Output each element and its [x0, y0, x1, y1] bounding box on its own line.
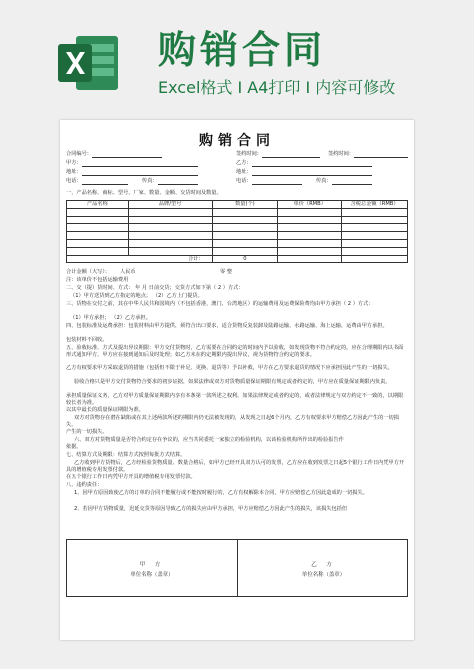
table-subtotal-row [67, 255, 408, 263]
table-header-cell: 产品名称 [67, 201, 129, 209]
clause-5-remedy: 乙方有权要求甲方采取退货的措施（包括但不限于补足、更换、退货等）予以补救，甲方在乙方要求退货的情况下应承担因此产生的一切损失。 [66, 365, 393, 371]
subtotal-label: 合计： [67, 255, 213, 263]
fax-b-label: 传真： [316, 178, 332, 184]
table-header-cell: 数量(个) [212, 201, 278, 209]
clause-3-options: （1）甲方承担； （2）乙方承担。 [70, 315, 151, 321]
table-row[interactable] [67, 247, 408, 255]
clause-7: 七、结算方式及期限：结算方式按照每批方式结算。 [66, 452, 186, 458]
clause-3: 三、货物在交付之前，其在中华人民共和国境内（不包括香港、澳门、台湾地区）的运输费用及运费保险费均由甲方承担（ 2 ）方式： [66, 301, 374, 307]
clause-5-loss: 产生的一切损失。 [66, 429, 108, 435]
excel-logo-icon [56, 30, 122, 96]
document-title: 购销合同 [199, 133, 275, 149]
party-b-unit-label: 单位名称（盖章） [301, 572, 346, 578]
sign-time-label: 签约时间： [236, 151, 262, 157]
party-a-sign-label: 甲 方 [139, 562, 165, 568]
total-amount-label: 合计金额（大写）： [66, 269, 111, 275]
fax-a-label: 传真： [142, 178, 158, 184]
clause-5-latent: 双方对货物存在潜在缺陷或在其上述两款所述的期限内仍无法被发现的，从发现之日起6个月内，乙方有权要求甲方赔偿乙方因此产生的一切损失。 [66, 415, 399, 428]
clause-5-warranty: 验收合格只是甲方交付货物符合要求的初步证据，如果法律或双方对货物质量保证期限有规定或者约定的，甲方应在质量保证期限内负责。 [74, 379, 391, 385]
party-a-unit-label: 单位名称（盖章） [130, 572, 174, 578]
goods-table [66, 200, 408, 263]
clause-7-invoice: 在五个银行工作日内凭甲方开具的增值税专用发票付款。 [66, 474, 196, 480]
table-header-cell: 品牌/型号 [128, 201, 212, 209]
address-b-label: 地址： [236, 169, 252, 175]
address-a-field[interactable] [82, 175, 198, 176]
clause-2-options: （1）甲方送货到乙方指定的地点； （2）乙方上门提货。 [70, 293, 203, 299]
clause-8-item-2: 2、若因甲方货物质量，迟延交货等原因导致乙方的损失应由甲方承担，甲方应赔偿乙方因此产生的损失，该损失包括但 [74, 506, 348, 512]
clause-6: 六、双方对货物质量是否符合约定存在争议的，应当共同委托一家独立的检验机构，以该检验机构所作出的检验报告作 [74, 437, 344, 443]
clause-5-longest: 以其中最长的质量保证期限为准。 [66, 407, 144, 413]
sign-time-field[interactable] [262, 157, 320, 158]
table-header-cell: 单价（RMB） [278, 201, 342, 209]
fax-a-field[interactable] [158, 184, 198, 185]
phone-b-field[interactable] [252, 184, 302, 185]
clause-8: 八、违约责任： [66, 482, 103, 488]
table-row[interactable] [67, 216, 408, 224]
clause-5-obligation: 承担质量保证义务，乙方对甲方质量保证期限内享有本条第一款所述之权利。如果法律规定或者约定的，或者法律规定与双方约定不一致的，以期限较长者为准。 [66, 393, 404, 406]
clause-6-basis: 依据。 [66, 444, 82, 450]
price-note: 注：该单价不包括运输费用 [66, 277, 129, 283]
contract-no-field[interactable] [92, 157, 162, 158]
total-currency: 人民币 [120, 269, 136, 275]
sign-place-field[interactable] [354, 157, 408, 158]
clause-8-item-1: 1、因甲方原因致使乙方的订单的合同不能履行或不能按时履行的，乙方有权解除本合同，甲方应赔偿乙方因此造成的一切损失。 [74, 490, 368, 496]
party-a-field[interactable] [82, 166, 198, 167]
party-b-label: 乙方： [236, 160, 252, 166]
address-a-label: 地址： [66, 169, 82, 175]
party-a-label: 甲方： [66, 160, 82, 166]
clause-4: 四、包装标准及运费承担：包装材料由甲方提供，须符合出口要求，适合货物反复装卸及陆路运输、水路运输、海上运输，运费由甲方承担。 [66, 323, 388, 329]
subtotal-value: 0 [212, 255, 278, 263]
table-header-cell: 含税总金额（RMB） [342, 201, 408, 209]
clause-5: 五、验收标准、方式及提出异议期限：甲方交付货物时，乙方需要在合同约定的时间内予以验收，如发现货物不符合约定的，应在合理期限内以书面形式通知甲方，甲方应在接到通知后及时处理；如乙方未在约定期限内提出异议，视为货物符合约定的要求。 [66, 345, 404, 358]
clause-2: 二、交（提）货时间、方式： 年 月 日前交货；交货方式如下第（ 2 ）方式： [66, 285, 244, 291]
contract-no-label: 合同编号： [66, 151, 92, 157]
table-header-row [67, 201, 408, 209]
fax-b-field[interactable] [332, 184, 372, 185]
page-title: 购销合同 [158, 28, 327, 72]
table-row[interactable] [67, 224, 408, 232]
address-b-field[interactable] [252, 175, 372, 176]
table-row[interactable] [67, 232, 408, 240]
table-row[interactable] [67, 208, 408, 216]
template-header [0, 0, 474, 112]
table-row[interactable] [67, 239, 408, 247]
party-b-sign-label: 乙 方 [311, 562, 336, 568]
contract-document [60, 120, 414, 640]
party-b-signature[interactable] [238, 540, 409, 597]
party-a-signature[interactable] [67, 540, 238, 597]
party-b-field[interactable] [252, 166, 372, 167]
phone-a-label: 电话： [66, 178, 82, 184]
total-amount-words: 零 整 [220, 269, 233, 275]
page-subtitle: Excel格式 I A4打印 I 内容可修改 [158, 78, 396, 97]
clause-4-note: 包装材料不回收。 [66, 337, 108, 343]
phone-a-field[interactable] [82, 184, 128, 185]
clause-7-payment: 乙方收到甲方货物后，乙方经检验货物质量、数量合格后，如甲方已经开具双方认可的发票，乙方应在收到发票之日起5个银行工作日内凭甲方开具的增值税专用发票付款。 [66, 460, 405, 473]
signature-block [66, 539, 408, 597]
clause-1: 一、产品名称、商标、型号、厂家、数量、金额、交货时间及数量。 [66, 190, 222, 196]
sign-place-label: 签约时间： [328, 151, 354, 157]
phone-b-label: 电话： [236, 178, 252, 184]
